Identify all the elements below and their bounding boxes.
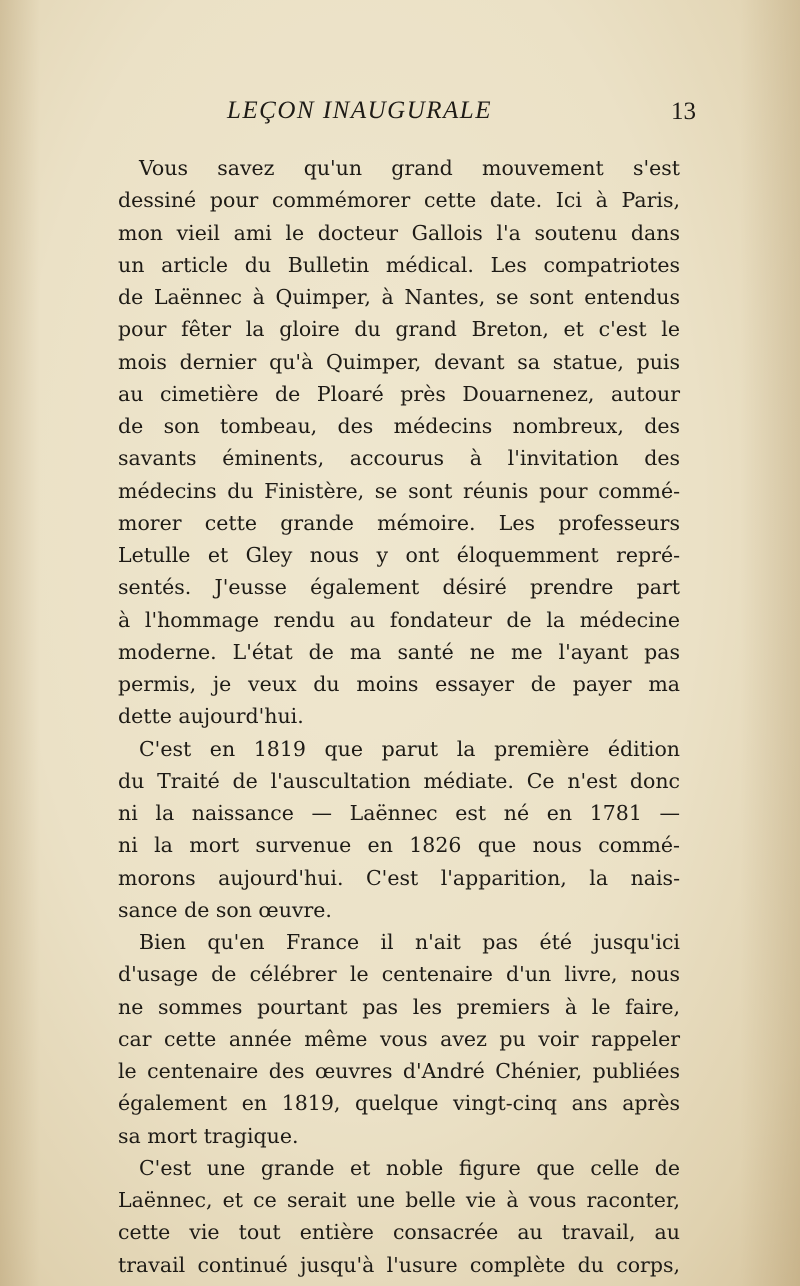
text-line: du Traité de l'auscultation médiate. Ce n'est donc <box>118 768 680 793</box>
text-line: mon vieil ami le docteur Gallois l'a soutenu dans <box>118 220 680 245</box>
text-line: Laënnec, et ce serait une belle vie à vous raconter, <box>118 1188 680 1212</box>
text-line: au cimetière de Ploaré près Douarnenez, autour <box>118 381 680 406</box>
text-line: médecins du Finistère, se sont réunis pour commé- <box>118 478 680 503</box>
text-line: à l'hommage rendu au fondateur de la médecine <box>118 607 680 632</box>
text-line: dette aujourd'hui. <box>118 704 304 729</box>
text-line: C'est en 1819 que parut la première édition <box>139 736 680 761</box>
text-line: ni la naissance — Laënnec est né en 1781 — <box>118 801 680 825</box>
text-line: de son tombeau, des médecins nombreux, des <box>118 414 680 438</box>
text-line: morons aujourd'hui. C'est l'apparition, la nais- <box>118 865 680 890</box>
page-number: 13 <box>671 98 696 125</box>
text-line: mois dernier qu'à Quimper, devant sa statue, puis <box>118 349 680 374</box>
text-line: un article du Bulletin médical. Les compatriotes <box>118 252 680 277</box>
text-line: le centenaire des œuvres d'André Chénier, publiées <box>118 1059 680 1083</box>
text-line: ne sommes pourtant pas les premiers à le faire, <box>118 994 680 1019</box>
text-line: sance de son œuvre. <box>118 897 332 922</box>
page-edge-shadow-left <box>0 0 40 1286</box>
text-line: moderne. L'état de ma santé ne me l'ayant pas <box>118 639 680 664</box>
text-line: morer cette grande mémoire. Les professeurs <box>118 510 680 535</box>
text-line: cette vie tout entière consacrée au travail, au <box>118 1220 680 1245</box>
text-line: de Laënnec à Quimper, à Nantes, se sont entendus <box>118 285 680 309</box>
text-line: Bien qu'en France il n'ait pas été jusqu'ici <box>139 930 680 954</box>
text-line: sentés. J'eusse également désiré prendre part <box>118 575 680 600</box>
text-line: pour fêter la gloire du grand Breton, et c'est le <box>118 317 680 342</box>
text-line: dessiné pour commémorer cette date. Ici à Paris, <box>118 188 680 213</box>
text-line: C'est une grande et noble figure que celle de <box>139 1155 680 1180</box>
text-line: Vous savez qu'un grand mouvement s'est <box>139 156 680 180</box>
text-line: sa mort tragique. <box>118 1123 299 1148</box>
text-line: Letulle et Gley nous y ont éloquemment repré- <box>118 543 680 567</box>
page-edge-shadow-right <box>740 0 800 1286</box>
text-line: travail continué jusqu'à l'usure complète du corps, <box>118 1252 680 1277</box>
text-line: d'usage de célébrer le centenaire d'un livre, nous <box>118 962 680 987</box>
text-line: ni la mort survenue en 1826 que nous commé- <box>118 833 680 858</box>
text-line: permis, je veux du moins essayer de payer ma <box>118 672 680 696</box>
running-title: LEÇON INAUGURALE <box>227 97 492 124</box>
text-line: car cette année même vous avez pu voir rappeler <box>118 1026 680 1051</box>
page-header <box>120 97 700 137</box>
text-line: également en 1819, quelque vingt-cinq ans après <box>118 1091 680 1116</box>
body-text <box>118 152 680 1281</box>
text-line: savants éminents, accourus à l'invitation des <box>118 446 680 471</box>
